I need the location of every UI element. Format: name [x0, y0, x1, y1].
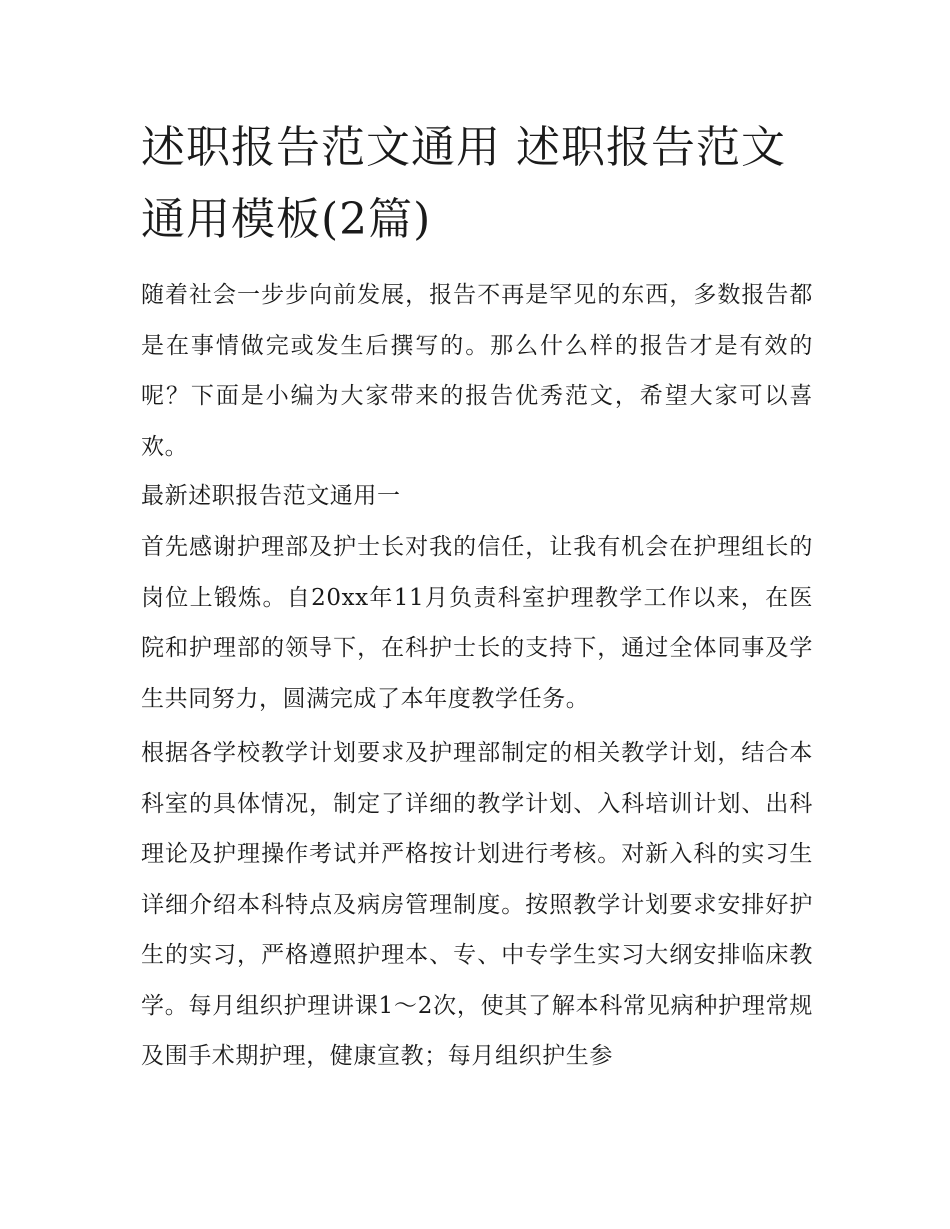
document-page: [141, 112, 813, 1082]
section-heading: 最新述职报告范文通用一: [141, 483, 401, 509]
document-title: 述职报告范文通用 述职报告范文通用模板(2篇): [141, 122, 786, 245]
intro-paragraph: 随着社会一步步向前发展，报告不再是罕见的东西，多数报告都是在事情做完或发生后撰写的。那么什么样的报告才是有效的呢？下面是小编为大家带来的报告优秀范文，希望大家可以喜欢。: [141, 282, 813, 460]
body-paragraph-2: 根据各学校教学计划要求及护理部制定的相关教学计划，结合本科室的具体情况，制定了详细的教学计划、入科培训计划、出科理论及护理操作考试并严格按计划进行考核。对新入科的实习生详细介绍本科特点及病房管理制度。按照教学计划要求安排好护生的实习，严格遵照护理本、专、中专学生实习大纲安排临床教学。每月组织护理讲课1～2次，使其了解本科常见病种护理常规及围手术期护理，健康宣教；每月组织护生参: [141, 740, 813, 1069]
body-paragraph-1: 首先感谢护理部及护士长对我的信任，让我有机会在护理组长的岗位上锻炼。自20xx年11月负责科室护理教学工作以来，在医院和护理部的领导下，在科护士长的支持下，通过全体同事及学生共同努力，圆满完成了本年度教学任务。: [141, 534, 813, 712]
